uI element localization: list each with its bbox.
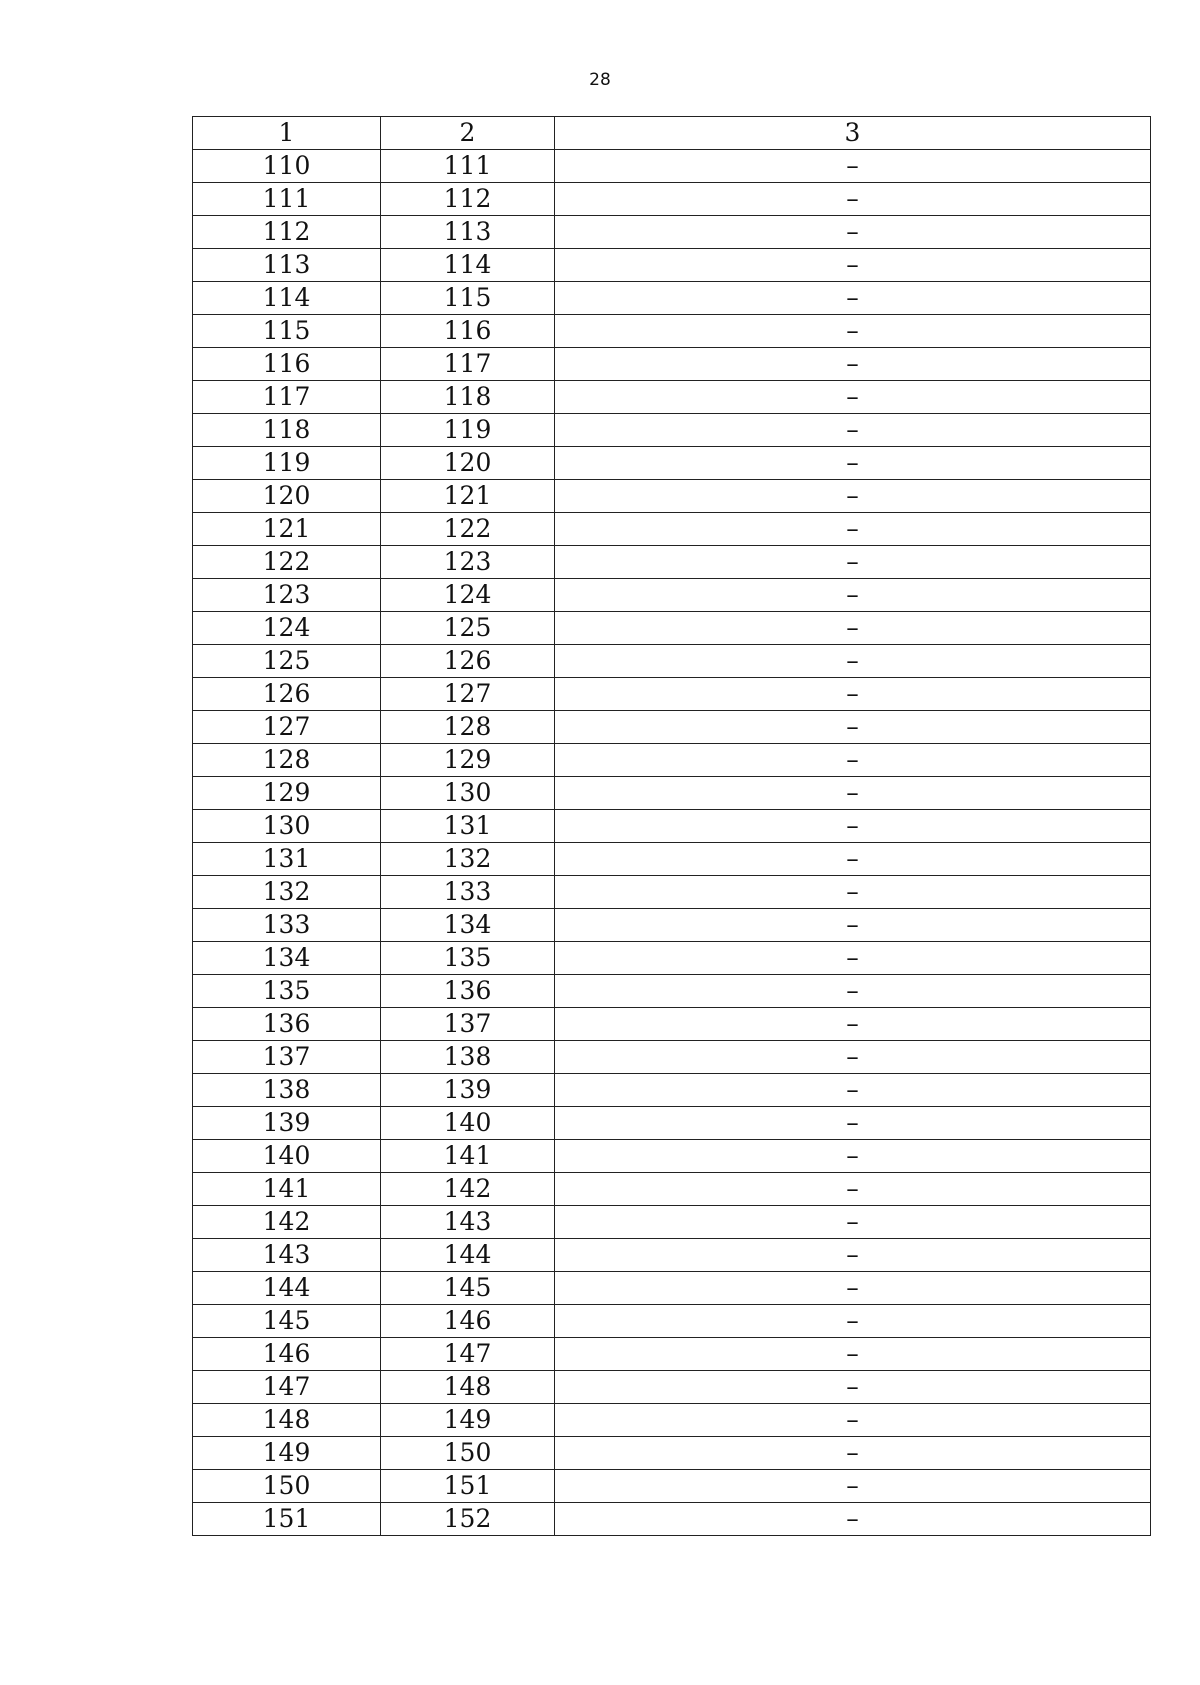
table-cell-col-1: 147 xyxy=(193,1371,381,1404)
table-row xyxy=(193,1008,1151,1041)
table-cell-col-1: 120 xyxy=(193,480,381,513)
table-cell-col-2: 113 xyxy=(381,216,555,249)
table-cell-col-3: – xyxy=(555,249,1151,282)
table-cell-col-1: 137 xyxy=(193,1041,381,1074)
table-cell-col-2: 132 xyxy=(381,843,555,876)
column-header-3: 3 xyxy=(555,117,1151,150)
table-cell-col-3: – xyxy=(555,1107,1151,1140)
table-row xyxy=(193,447,1151,480)
table-row xyxy=(193,579,1151,612)
table-row xyxy=(193,315,1151,348)
table-cell-col-3: – xyxy=(555,1305,1151,1338)
table-cell-col-3: – xyxy=(555,1371,1151,1404)
table-cell-col-3: – xyxy=(555,711,1151,744)
table-row xyxy=(193,1140,1151,1173)
table-cell-col-3: – xyxy=(555,1404,1151,1437)
table-cell-col-2: 122 xyxy=(381,513,555,546)
table-row xyxy=(193,216,1151,249)
table-cell-col-2: 119 xyxy=(381,414,555,447)
table-cell-col-3: – xyxy=(555,909,1151,942)
table-cell-col-2: 141 xyxy=(381,1140,555,1173)
table-row xyxy=(193,975,1151,1008)
table-cell-col-2: 128 xyxy=(381,711,555,744)
table-cell-col-2: 146 xyxy=(381,1305,555,1338)
table-row xyxy=(193,1470,1151,1503)
table-cell-col-1: 126 xyxy=(193,678,381,711)
table-cell-col-1: 115 xyxy=(193,315,381,348)
table-row xyxy=(193,711,1151,744)
data-table xyxy=(192,116,1151,1536)
table-cell-col-1: 116 xyxy=(193,348,381,381)
table-row xyxy=(193,150,1151,183)
table-cell-col-2: 120 xyxy=(381,447,555,480)
table-row xyxy=(193,249,1151,282)
table-cell-col-1: 114 xyxy=(193,282,381,315)
table-cell-col-1: 131 xyxy=(193,843,381,876)
table-cell-col-3: – xyxy=(555,447,1151,480)
table-cell-col-3: – xyxy=(555,381,1151,414)
table-cell-col-1: 150 xyxy=(193,1470,381,1503)
table-cell-col-1: 149 xyxy=(193,1437,381,1470)
table-cell-col-2: 138 xyxy=(381,1041,555,1074)
table-row xyxy=(193,1173,1151,1206)
table-cell-col-3: – xyxy=(555,216,1151,249)
table-cell-col-2: 116 xyxy=(381,315,555,348)
table-row xyxy=(193,414,1151,447)
table-cell-col-2: 151 xyxy=(381,1470,555,1503)
table-row xyxy=(193,1041,1151,1074)
table-cell-col-3: – xyxy=(555,612,1151,645)
table-row xyxy=(193,1272,1151,1305)
table-cell-col-1: 110 xyxy=(193,150,381,183)
table-row xyxy=(193,645,1151,678)
table-cell-col-1: 146 xyxy=(193,1338,381,1371)
table-row xyxy=(193,1074,1151,1107)
table-body xyxy=(193,117,1151,1536)
table-row xyxy=(193,1239,1151,1272)
table-cell-col-1: 144 xyxy=(193,1272,381,1305)
table-row xyxy=(193,513,1151,546)
table-row xyxy=(193,612,1151,645)
table-row xyxy=(193,1371,1151,1404)
table-cell-col-1: 119 xyxy=(193,447,381,480)
table-row xyxy=(193,282,1151,315)
table-cell-col-2: 134 xyxy=(381,909,555,942)
table-cell-col-1: 133 xyxy=(193,909,381,942)
table-cell-col-1: 117 xyxy=(193,381,381,414)
column-header-2: 2 xyxy=(381,117,555,150)
table-cell-col-1: 130 xyxy=(193,810,381,843)
table-cell-col-3: – xyxy=(555,975,1151,1008)
table-row xyxy=(193,1404,1151,1437)
table-cell-col-2: 124 xyxy=(381,579,555,612)
table-row xyxy=(193,876,1151,909)
table-cell-col-3: – xyxy=(555,843,1151,876)
table-cell-col-1: 145 xyxy=(193,1305,381,1338)
table-cell-col-3: – xyxy=(555,1239,1151,1272)
table-row xyxy=(193,1437,1151,1470)
table-cell-col-3: – xyxy=(555,1272,1151,1305)
table-cell-col-3: – xyxy=(555,744,1151,777)
table-cell-col-2: 139 xyxy=(381,1074,555,1107)
table-cell-col-1: 142 xyxy=(193,1206,381,1239)
table-cell-col-3: – xyxy=(555,480,1151,513)
table-cell-col-1: 128 xyxy=(193,744,381,777)
table-cell-col-2: 143 xyxy=(381,1206,555,1239)
table-cell-col-1: 118 xyxy=(193,414,381,447)
table-cell-col-3: – xyxy=(555,183,1151,216)
table-row xyxy=(193,348,1151,381)
table-row xyxy=(193,1338,1151,1371)
table-cell-col-1: 122 xyxy=(193,546,381,579)
table-cell-col-2: 129 xyxy=(381,744,555,777)
table-cell-col-1: 138 xyxy=(193,1074,381,1107)
table-cell-col-3: – xyxy=(555,1338,1151,1371)
table-row xyxy=(193,546,1151,579)
table-cell-col-1: 112 xyxy=(193,216,381,249)
table-cell-col-1: 148 xyxy=(193,1404,381,1437)
table-row xyxy=(193,1503,1151,1536)
table-cell-col-1: 143 xyxy=(193,1239,381,1272)
table-cell-col-2: 142 xyxy=(381,1173,555,1206)
table-cell-col-3: – xyxy=(555,645,1151,678)
table-cell-col-2: 150 xyxy=(381,1437,555,1470)
table-cell-col-1: 125 xyxy=(193,645,381,678)
table-cell-col-3: – xyxy=(555,876,1151,909)
table-cell-col-2: 145 xyxy=(381,1272,555,1305)
table-row xyxy=(193,381,1151,414)
table-cell-col-1: 151 xyxy=(193,1503,381,1536)
table-cell-col-1: 123 xyxy=(193,579,381,612)
table-cell-col-1: 135 xyxy=(193,975,381,1008)
table-cell-col-1: 141 xyxy=(193,1173,381,1206)
page-number: 28 xyxy=(589,70,611,90)
table-cell-col-3: – xyxy=(555,1503,1151,1536)
table-row xyxy=(193,777,1151,810)
table-cell-col-2: 144 xyxy=(381,1239,555,1272)
table-row xyxy=(193,1107,1151,1140)
table-cell-col-3: – xyxy=(555,546,1151,579)
table-row xyxy=(193,183,1151,216)
table-header-row xyxy=(193,117,1151,150)
table-cell-col-3: – xyxy=(555,1074,1151,1107)
table-cell-col-3: – xyxy=(555,513,1151,546)
table-cell-col-2: 140 xyxy=(381,1107,555,1140)
table-cell-col-3: – xyxy=(555,1206,1151,1239)
table-cell-col-2: 111 xyxy=(381,150,555,183)
table-row xyxy=(193,942,1151,975)
table-row xyxy=(193,480,1151,513)
table-row xyxy=(193,678,1151,711)
table-cell-col-2: 148 xyxy=(381,1371,555,1404)
table-cell-col-2: 114 xyxy=(381,249,555,282)
table-cell-col-1: 139 xyxy=(193,1107,381,1140)
table-cell-col-2: 152 xyxy=(381,1503,555,1536)
table-cell-col-2: 130 xyxy=(381,777,555,810)
table-row xyxy=(193,909,1151,942)
table-cell-col-3: – xyxy=(555,1437,1151,1470)
table-cell-col-3: – xyxy=(555,777,1151,810)
table-cell-col-3: – xyxy=(555,315,1151,348)
table-cell-col-1: 121 xyxy=(193,513,381,546)
table-cell-col-3: – xyxy=(555,810,1151,843)
table-cell-col-2: 147 xyxy=(381,1338,555,1371)
column-header-1: 1 xyxy=(193,117,381,150)
table-cell-col-2: 133 xyxy=(381,876,555,909)
table-cell-col-2: 136 xyxy=(381,975,555,1008)
table-cell-col-2: 149 xyxy=(381,1404,555,1437)
table-cell-col-2: 137 xyxy=(381,1008,555,1041)
table-cell-col-3: – xyxy=(555,678,1151,711)
table-cell-col-1: 136 xyxy=(193,1008,381,1041)
table-cell-col-1: 127 xyxy=(193,711,381,744)
table-cell-col-1: 129 xyxy=(193,777,381,810)
table-cell-col-2: 117 xyxy=(381,348,555,381)
table-cell-col-2: 125 xyxy=(381,612,555,645)
table-cell-col-2: 123 xyxy=(381,546,555,579)
table-cell-col-3: – xyxy=(555,1008,1151,1041)
table-cell-col-3: – xyxy=(555,150,1151,183)
table-cell-col-3: – xyxy=(555,942,1151,975)
table-cell-col-2: 135 xyxy=(381,942,555,975)
table-row xyxy=(193,744,1151,777)
table-cell-col-1: 140 xyxy=(193,1140,381,1173)
table-cell-col-3: – xyxy=(555,348,1151,381)
table-row xyxy=(193,810,1151,843)
table-row xyxy=(193,843,1151,876)
table-row xyxy=(193,1305,1151,1338)
table-cell-col-2: 131 xyxy=(381,810,555,843)
table-cell-col-3: – xyxy=(555,1173,1151,1206)
table-cell-col-2: 121 xyxy=(381,480,555,513)
table-cell-col-3: – xyxy=(555,579,1151,612)
table-cell-col-2: 127 xyxy=(381,678,555,711)
table-cell-col-2: 112 xyxy=(381,183,555,216)
table-cell-col-3: – xyxy=(555,1041,1151,1074)
table-row xyxy=(193,1206,1151,1239)
table-cell-col-2: 126 xyxy=(381,645,555,678)
table-cell-col-1: 111 xyxy=(193,183,381,216)
table-cell-col-1: 132 xyxy=(193,876,381,909)
table-cell-col-3: – xyxy=(555,1470,1151,1503)
table-cell-col-1: 113 xyxy=(193,249,381,282)
table-cell-col-2: 115 xyxy=(381,282,555,315)
table-cell-col-1: 134 xyxy=(193,942,381,975)
table-cell-col-3: – xyxy=(555,282,1151,315)
table-cell-col-2: 118 xyxy=(381,381,555,414)
table-cell-col-3: – xyxy=(555,414,1151,447)
table-cell-col-3: – xyxy=(555,1140,1151,1173)
table-cell-col-1: 124 xyxy=(193,612,381,645)
